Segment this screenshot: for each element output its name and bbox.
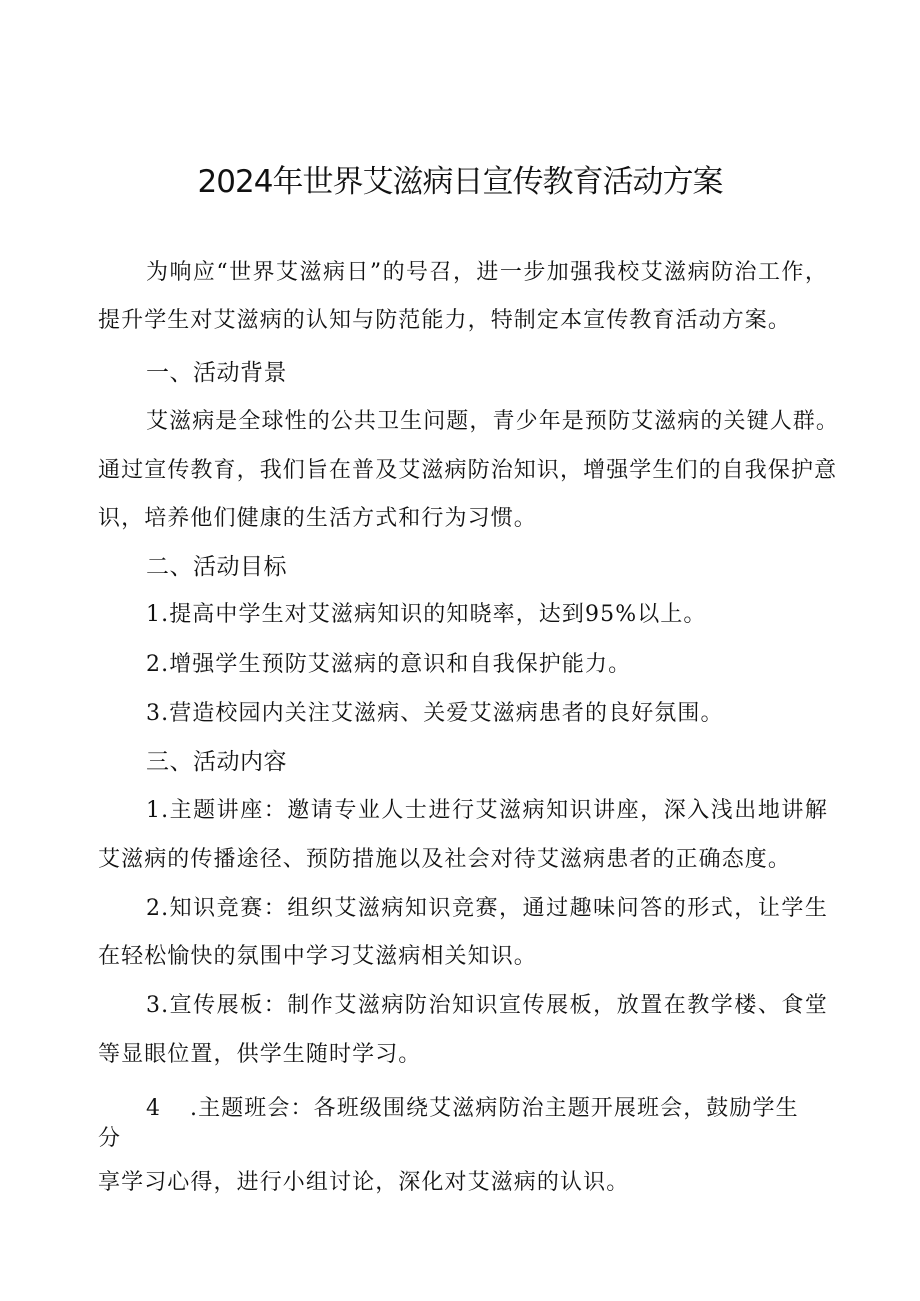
goal-number: 3 bbox=[146, 701, 162, 726]
content-item-3-line-1 bbox=[146, 991, 828, 1021]
content-text: .主题讲座：邀请专业人士进行艾滋病知识讲座，深入浅出地讲解 bbox=[161, 798, 828, 823]
goal-item-2 bbox=[146, 650, 631, 680]
goal-item-3 bbox=[146, 699, 724, 729]
goal-text: .提高中学生对艾滋病知识的知晓率，达到95%以上。 bbox=[161, 602, 707, 627]
section-heading-content: 三、活动内容 bbox=[146, 749, 287, 775]
content-number: 3 bbox=[146, 993, 162, 1018]
content-item-1-line-1 bbox=[146, 796, 828, 826]
content-number: 4 bbox=[146, 1096, 162, 1121]
goal-item-1 bbox=[146, 600, 707, 630]
intro-line-2: 提升学生对艾滋病的认知与防范能力，特制定本宣传教育活动方案。 bbox=[98, 308, 792, 333]
content-item-4-line-1 bbox=[146, 1094, 799, 1124]
background-line-1: 艾滋病是全球性的公共卫生问题，青少年是预防艾滋病的关键人群。 bbox=[146, 409, 840, 434]
content-text: .主题班会：各班级围绕艾滋病防治主题开展班会，鼓励学生 bbox=[190, 1096, 799, 1121]
background-line-3: 识，培养他们健康的生活方式和行为习惯。 bbox=[98, 506, 537, 531]
section-heading-goals: 二、活动目标 bbox=[146, 554, 287, 580]
goal-number: 1 bbox=[146, 602, 162, 627]
goal-text: .营造校园内关注艾滋病、关爱艾滋病患者的良好氛围。 bbox=[161, 701, 724, 726]
background-line-2: 通过宣传教育，我们旨在普及艾滋病防治知识，增强学生们的自我保护意 bbox=[98, 458, 838, 483]
content-text: .知识竞赛：组织艾滋病知识竞赛，通过趣味问答的形式，让学生 bbox=[161, 896, 828, 921]
goal-text: .增强学生预防艾滋病的意识和自我保护能力。 bbox=[161, 652, 632, 677]
content-number: 2 bbox=[146, 896, 162, 921]
content-number: 1 bbox=[146, 798, 162, 823]
content-item-3-line-2: 等显眼位置，供学生随时学习。 bbox=[98, 1042, 422, 1067]
section-heading-background: 一、活动背景 bbox=[146, 360, 287, 386]
content-item-4-line-2: 享学习心得，进行小组讨论，深化对艾滋病的认识。 bbox=[98, 1170, 630, 1195]
content-item-4-line-1-wrap: 分 bbox=[98, 1126, 122, 1151]
content-text: .宣传展板：制作艾滋病防治知识宣传展板，放置在教学楼、食堂 bbox=[161, 993, 828, 1018]
content-item-2-line-2: 在轻松愉快的氛围中学习艾滋病相关知识。 bbox=[98, 944, 537, 969]
goal-number: 2 bbox=[146, 652, 162, 677]
content-item-1-line-2: 艾滋病的传播途径、预防措施以及社会对待艾滋病患者的正确态度。 bbox=[98, 847, 792, 872]
intro-line-1: 为响应“世界艾滋病日”的号召，进一步加强我校艾滋病防治工作， bbox=[146, 260, 828, 285]
content-item-2-line-1 bbox=[146, 894, 828, 924]
document-title: 2024年世界艾滋病日宣传教育活动方案 bbox=[197, 164, 723, 200]
